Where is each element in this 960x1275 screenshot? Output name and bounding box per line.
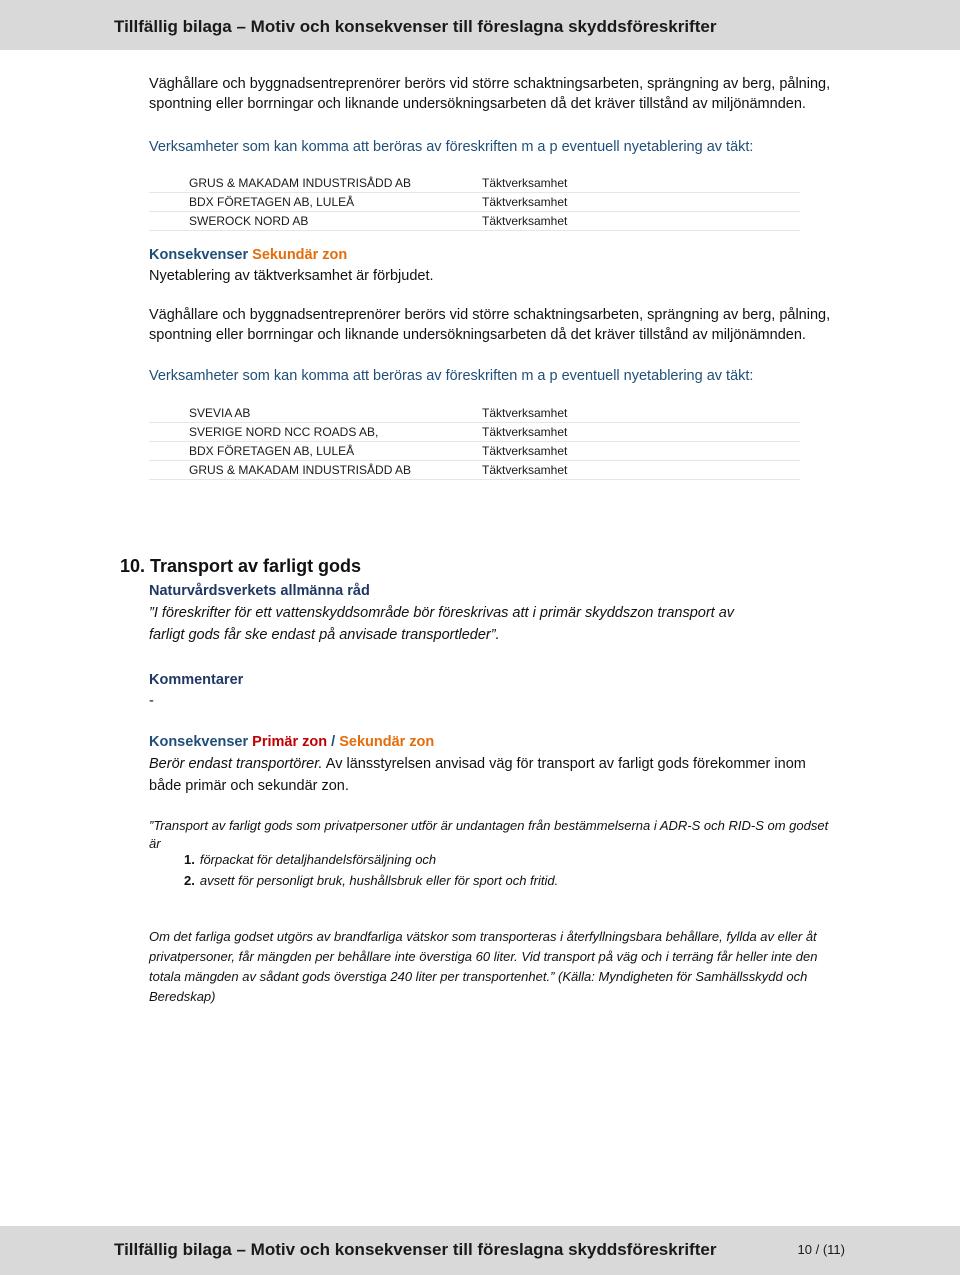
list-number: 2. [184, 873, 195, 888]
list-item [184, 852, 436, 867]
primar-zone-label: Primär zon [252, 734, 328, 750]
table-row [149, 404, 800, 423]
activity-type: Täktverksamhet [482, 406, 568, 420]
rad-heading: Naturvårdsverkets allmänna råd [149, 583, 370, 599]
activity-type: Täktverksamhet [482, 425, 568, 439]
header-title: Tillfällig bilaga – Motiv och konsekvenser till föreslagna skyddsföreskrifter [114, 17, 717, 36]
verksamheter-heading: Verksamheter som kan komma att beröras av föreskriften m a p eventuell nyetablering av täkt: [149, 368, 754, 384]
verksamheter-heading: Verksamheter som kan komma att beröras av föreskriften m a p eventuell nyetablering av täkt: [149, 139, 754, 155]
zone-label: Sekundär zon [252, 247, 348, 263]
beror-italic: Berör endast transportörer. [149, 756, 323, 772]
table-row [149, 423, 800, 442]
undantag-line: är [149, 836, 161, 851]
final-line: privatpersoner, får mängden per behållare inte överstiga 60 liter. Vid transport på väg och i terräng får heller inte den [149, 949, 818, 964]
konsekvenser-heading [149, 245, 347, 266]
activity-type: Täktverksamhet [482, 214, 568, 228]
beror-rest: Av länsstyrelsen anvisad väg för transport av farligt gods förekommer inom [325, 756, 806, 772]
company-name: SVERIGE NORD NCC ROADS AB, [189, 425, 379, 439]
kommentarer-heading: Kommentarer [149, 672, 244, 688]
company-name: SWEROCK NORD AB [189, 214, 309, 228]
table-row [149, 442, 800, 461]
list-item [184, 873, 558, 888]
konsekvenser-heading [149, 732, 434, 753]
company-name: GRUS & MAKADAM INDUSTRISÅDD AB [189, 463, 412, 477]
undantag-line: ”Transport av farligt gods som privatpersoner utför är undantagen från bestämmelserna i ADR-S och RID-S om godset [149, 818, 829, 833]
activity-type: Täktverksamhet [482, 463, 568, 477]
list-text: förpackat för detaljhandelsförsäljning och [199, 852, 437, 867]
final-line: Om det farliga godset utgörs av brandfarliga vätskor som transporteras i återfyllningsbara behållare, fyllda av eller åt [149, 929, 817, 944]
company-table [149, 404, 800, 480]
company-name: SVEVIA AB [189, 406, 251, 420]
list-number: 1. [184, 852, 195, 867]
table-row [149, 461, 800, 480]
beror-line: både primär och sekundär zon. [149, 778, 349, 794]
nyetablering-text: Nyetablering av täktverksamhet är förbjudet. [149, 268, 434, 284]
activity-type: Täktverksamhet [482, 195, 568, 209]
paragraph-line: spontning eller borrningar och liknande undersökningsarbeten då det kräver tillstånd av miljönämnden. [149, 327, 806, 343]
company-table [149, 174, 800, 231]
section-title: 10. Transport av farligt gods [120, 556, 362, 576]
activity-type: Täktverksamhet [482, 176, 568, 190]
company-name: BDX FÖRETAGEN AB, LULEÅ [189, 444, 355, 458]
kommentarer-dash: - [149, 693, 154, 709]
list-text: avsett för personligt bruk, hushållsbruk eller för sport och fritid. [199, 873, 559, 888]
page-number: 10 / (11) [797, 1242, 845, 1257]
zone-separator: / [331, 734, 336, 750]
paragraph-line: Väghållare och byggnadsentreprenörer berörs vid större schaktningsarbeten, sprängning av berg, pålning, [149, 76, 831, 92]
konsekvenser-label: Konsekvenser [149, 734, 249, 750]
konsekvenser-label: Konsekvenser [149, 247, 249, 263]
final-line: totala mängden av sådant gods överstiga 240 liter per transportenhet.” (Källa: Myndigheten för Samhällsskydd och [149, 969, 808, 984]
table-row [149, 174, 800, 193]
company-name: GRUS & MAKADAM INDUSTRISÅDD AB [189, 176, 412, 190]
paragraph-line: spontning eller borrningar och liknande undersökningsarbeten då det kräver tillstånd av miljönämnden. [149, 96, 806, 112]
sekundar-zone-label: Sekundär zon [339, 734, 435, 750]
quote-line: farligt gods får ske endast på anvisade transportleder”. [149, 627, 500, 643]
final-line: Beredskap) [149, 989, 216, 1004]
quote-line: ”I föreskrifter för ett vattenskyddsområde bör föreskrivas att i primär skyddszon transport av [149, 605, 735, 621]
company-name: BDX FÖRETAGEN AB, LULEÅ [189, 195, 355, 209]
beror-line [149, 754, 806, 775]
activity-type: Täktverksamhet [482, 444, 568, 458]
table-row [149, 193, 800, 212]
footer-title: Tillfällig bilaga – Motiv och konsekvenser till föreslagna skyddsföreskrifter [114, 1240, 717, 1259]
paragraph-line: Väghållare och byggnadsentreprenörer berörs vid större schaktningsarbeten, sprängning av berg, pålning, [149, 307, 831, 323]
table-row [149, 212, 800, 231]
